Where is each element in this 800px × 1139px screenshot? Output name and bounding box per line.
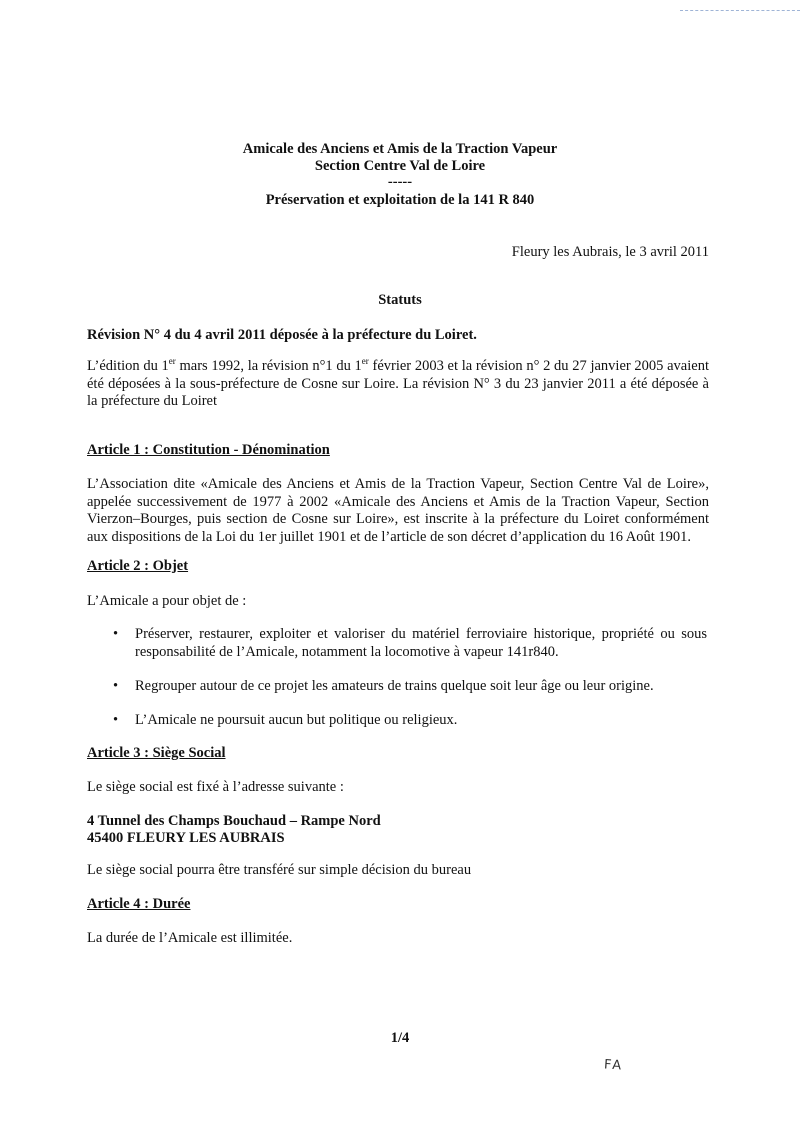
article-2-intro: L’Amicale a pour objet de : bbox=[87, 593, 247, 609]
header-separator: ----- bbox=[387, 174, 413, 190]
article-3-intro: Le siège social est fixé à l’adresse suivante : bbox=[87, 779, 344, 795]
bullet-icon: • bbox=[113, 712, 119, 728]
page-number: 1/4 bbox=[390, 1030, 410, 1046]
scan-edge-line bbox=[680, 10, 800, 11]
intro-paragraph: L’édition du 1er mars 1992, la révision n°1 du 1er février 2003 et la révision n° 2 du 27 janvier 2005 avaient été déposées à la sous-préfecture de Cosne sur Loire. La révision N° 3 du 23 janvier 2011 a été déposée à la préfecture du Loiret bbox=[87, 356, 709, 409]
article-4-heading: Article 4 : Durée bbox=[87, 896, 191, 912]
revision-line: Révision N° 4 du 4 avril 2011 déposée à la préfecture du Loiret. bbox=[87, 327, 477, 343]
org-name: Amicale des Anciens et Amis de la Traction Vapeur bbox=[242, 141, 558, 157]
address-line-2: 45400 FLEURY LES AUBRAIS bbox=[87, 830, 285, 846]
article-3-note: Le siège social pourra être transféré sur simple décision du bureau bbox=[87, 862, 472, 878]
article-3-heading: Article 3 : Siège Social bbox=[87, 745, 226, 761]
article-2-bullet: L’Amicale ne poursuit aucun but politique ou religieux. bbox=[135, 712, 458, 728]
article-1-text: L’Association dite «Amicale des Anciens et Amis de la Traction Vapeur, Section Centre Val de Loire», appelée successivement de 1977 à 2002 «Amicale des Anciens et Amis de la Traction Vapeur, Section Vierzon–Bourges, puis section de Cosne sur Loire», est inscrite à la préfecture du Loiret conformément aux dispositions de la Loi du 1er juillet 1901 et de l’article de son décret d’application du 16 Août 1901. bbox=[87, 476, 709, 545]
article-1-heading: Article 1 : Constitution - Dénomination bbox=[87, 442, 330, 458]
handwritten-initials: FA bbox=[603, 1057, 624, 1074]
bullet-icon: • bbox=[113, 626, 119, 642]
article-2-bullet: Préserver, restaurer, exploiter et valoriser du matériel ferroviaire historique, propriété ou sous responsabilité de l’Amicale, notamment la locomotive à vapeur 141r840. bbox=[135, 626, 707, 660]
address-line-1: 4 Tunnel des Champs Bouchaud – Rampe Nord bbox=[87, 813, 381, 829]
header-subtitle: Préservation et exploitation de la 141 R 840 bbox=[265, 192, 535, 208]
place-date: Fleury les Aubrais, le 3 avril 2011 bbox=[511, 244, 709, 260]
article-2-bullet: Regrouper autour de ce projet les amateurs de trains quelque soit leur âge ou leur origine. bbox=[135, 678, 654, 694]
document-title: Statuts bbox=[378, 292, 422, 308]
article-2-heading: Article 2 : Objet bbox=[87, 558, 189, 574]
section-name: Section Centre Val de Loire bbox=[314, 158, 486, 174]
article-4-text: La durée de l’Amicale est illimitée. bbox=[87, 930, 293, 946]
bullet-icon: • bbox=[113, 678, 119, 694]
